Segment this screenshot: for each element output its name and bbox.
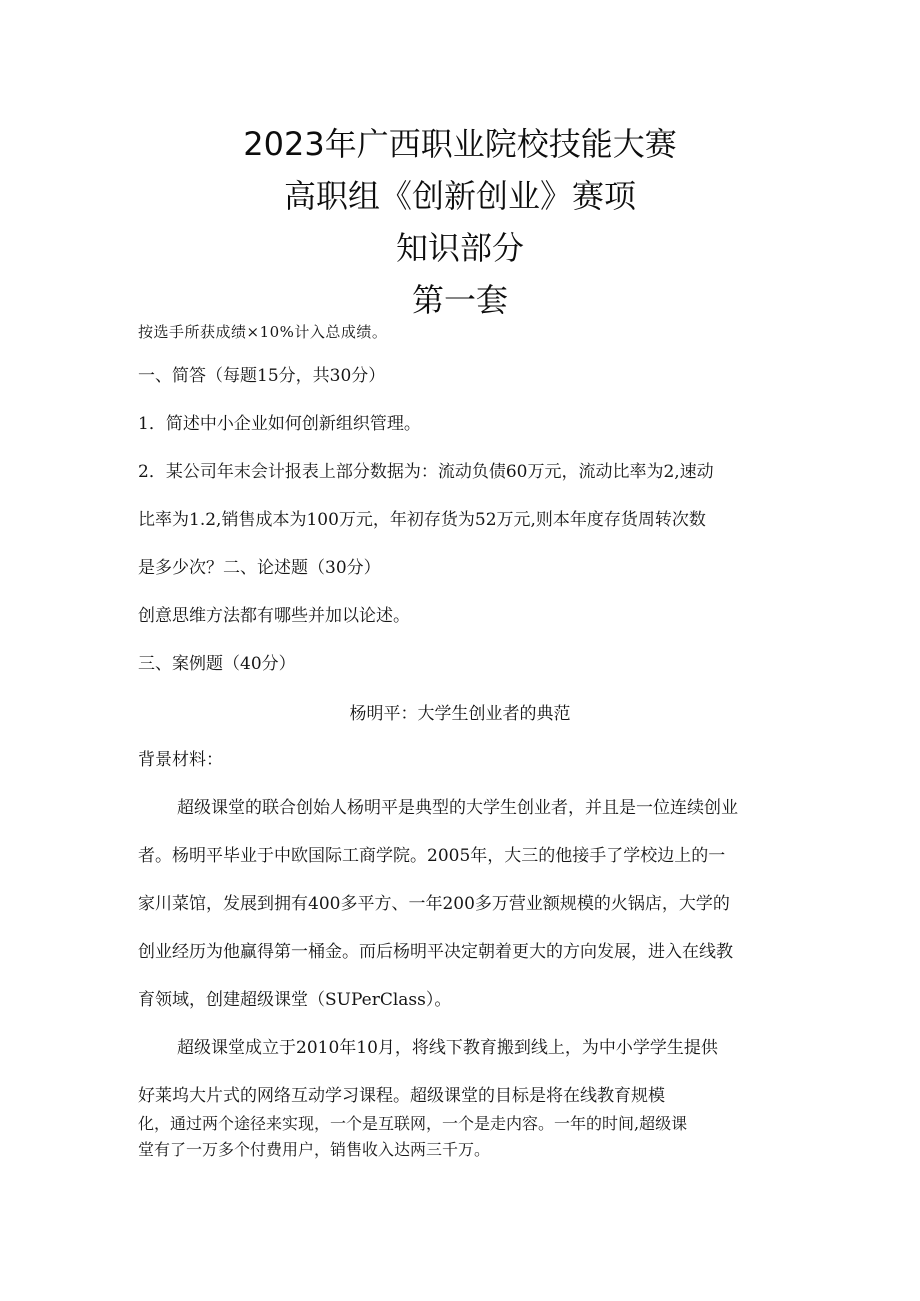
title-event: 高职组《创新创业》赛项	[283, 177, 636, 215]
paragraph-1-line-4: 创业经历为他赢得第一桶金。而后杨明平决定朝着更大的方向发展，进入在线教	[138, 942, 733, 962]
paragraph-2-line-4: 堂有了一万多个付费用户，销售收入达两三千万。	[138, 1140, 491, 1159]
section1-heading: 一、简答（每题15分，共30分）	[138, 366, 386, 386]
question-1: 1．简述中小企业如何创新组织管理。	[138, 414, 421, 434]
section3-heading: 三、案例题（40分）	[138, 654, 296, 674]
scoring-note: 按选手所获成绩×10%计入总成绩。	[138, 323, 388, 341]
title-set-number: 第一套	[411, 281, 508, 319]
paragraph-1-line-5: 育领域，创建超级课堂（SUPerClass）。	[138, 990, 452, 1010]
title-knowledge-part: 知识部分	[395, 229, 524, 267]
case-title: 杨明平：大学生创业者的典范	[349, 704, 571, 724]
paragraph-2-line-1: 超级课堂成立于2010年10月，将线下教育搬到线上，为中小学学生提供	[177, 1038, 718, 1058]
paragraph-1-line-1: 超级课堂的联合创始人杨明平是典型的大学生创业者，并且是一位连续创业	[177, 798, 738, 818]
essay-question: 创意思维方法都有哪些并加以论述。	[138, 606, 410, 626]
paragraph-1-line-3: 家川菜馆，发展到拥有400多平方、一年200多万营业额规模的火锅店，大学的	[138, 894, 730, 914]
background-label: 背景材料：	[138, 750, 223, 770]
title-competition: 2023年广西职业院校技能大赛	[243, 125, 677, 163]
question-2-line-2: 比率为1.2,销售成本为100万元，年初存货为52万元,则本年度存货周转次数	[138, 510, 706, 530]
question-2-line-3: 是多少次？二、论述题（30分）	[138, 558, 381, 578]
paragraph-1-line-2: 者。杨明平毕业于中欧国际工商学院。2005年，大三的他接手了学校边上的一	[138, 846, 726, 866]
paragraph-2-line-2: 好莱坞大片式的网络互动学习课程。超级课堂的目标是将在线教育规模	[138, 1086, 665, 1106]
paragraph-2-line-3: 化，通过两个途径来实现，一个是互联网，一个是走内容。一年的时间,超级课	[138, 1114, 688, 1133]
question-2-line-1: 2．某公司年末会计报表上部分数据为：流动负债60万元，流动比率为2,速动	[138, 462, 714, 482]
